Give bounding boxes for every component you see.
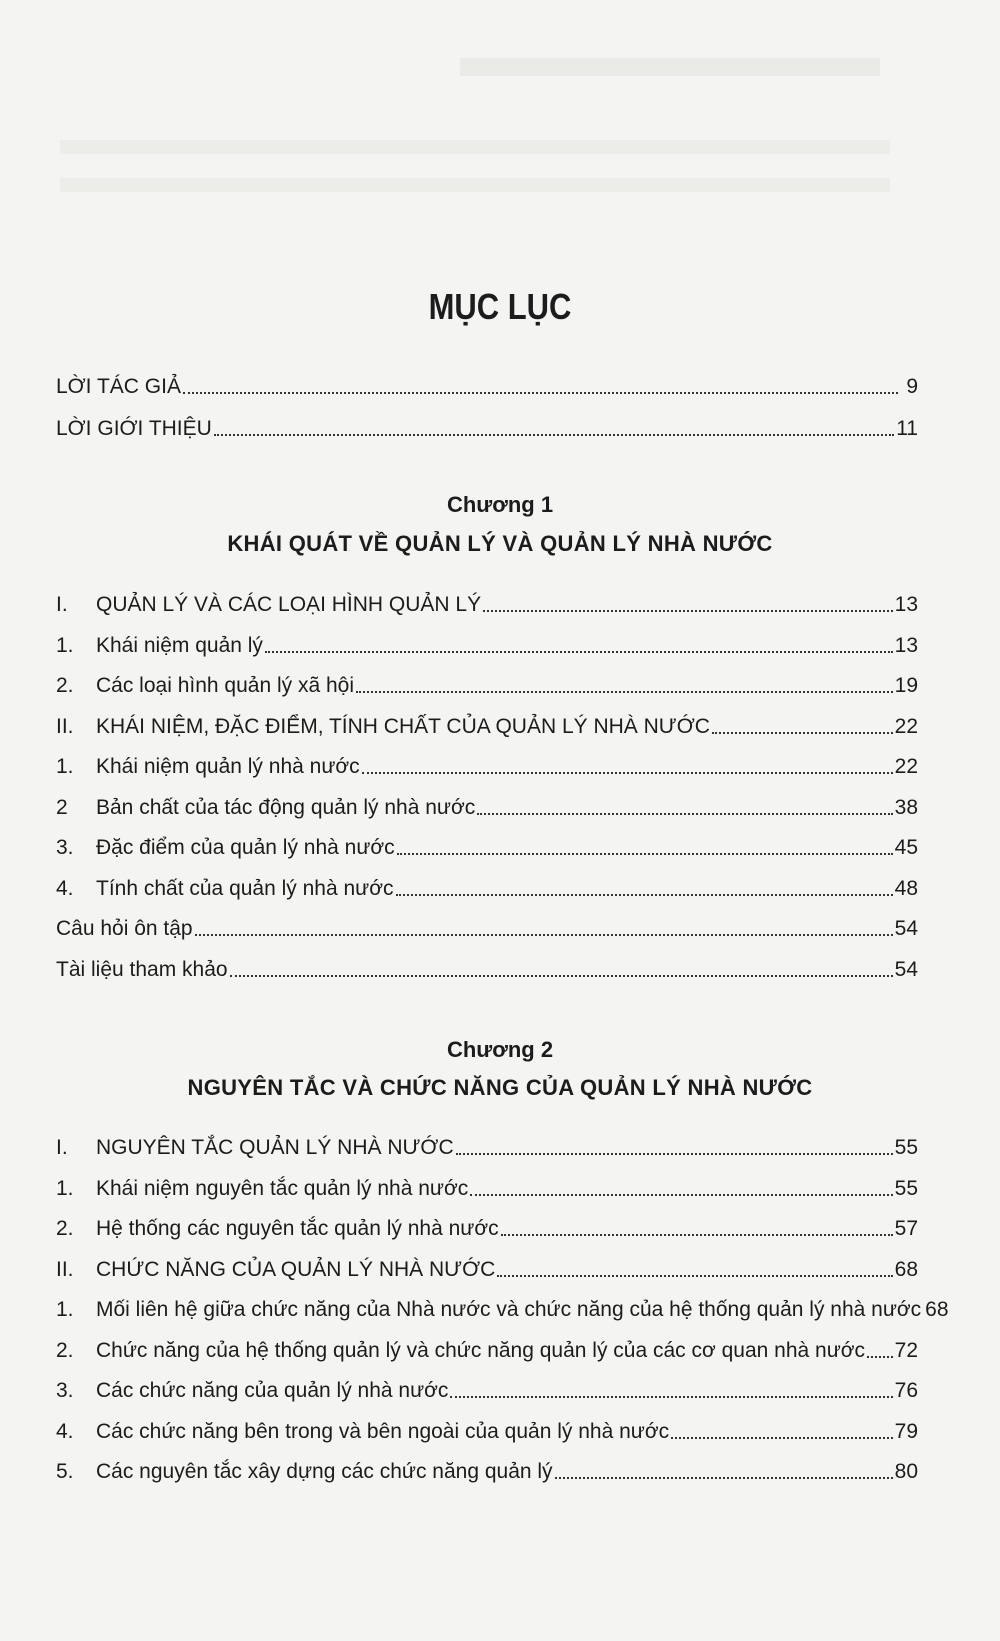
toc-entry[interactable]: [56, 1417, 918, 1447]
toc-entry-text: Khái niệm quản lý nhà nước: [96, 755, 360, 778]
toc-entry[interactable]: [56, 1174, 918, 1204]
toc-entry-number: 5.: [56, 1460, 74, 1483]
toc-entry-page: 80: [894, 1460, 918, 1483]
dot-leader: [867, 1356, 893, 1358]
dot-leader: [397, 853, 893, 855]
toc-entry-page: 13: [894, 633, 918, 657]
toc-entry-text: Mối liên hệ giữa chức năng của Nhà nước và chức năng của hệ thống quản lý nhà nước: [96, 1298, 922, 1321]
toc-entry-page: 54: [894, 917, 918, 940]
toc-entry-text: Khái niệm nguyên tắc quản lý nhà nước: [96, 1176, 469, 1200]
toc-entry-text: Tính chất của quản lý nhà nước: [96, 876, 394, 900]
toc-entry-number: 4.: [56, 876, 74, 900]
toc-entry-number: 1.: [56, 1176, 74, 1200]
toc-entry[interactable]: [56, 833, 918, 863]
toc-entry[interactable]: [56, 671, 918, 701]
toc-entry-number: 4.: [56, 1419, 74, 1443]
dot-leader: [555, 1477, 893, 1479]
toc-entry-page: 68: [894, 1257, 918, 1281]
toc-entry-page: 22: [894, 714, 918, 738]
chapter-label: Chương 1: [446, 492, 554, 517]
toc-entry-number: 1.: [56, 633, 74, 657]
toc-entry-text: Hệ thống các nguyên tắc quản lý nhà nước: [96, 1217, 499, 1240]
toc-entry[interactable]: [56, 1376, 918, 1406]
dot-leader: [483, 610, 893, 612]
toc-entry-number: II.: [56, 714, 74, 738]
toc-entry-text: Đặc điểm của quản lý nhà nước: [96, 836, 395, 859]
toc-entry[interactable]: [56, 955, 918, 985]
show-through-shadow: [60, 178, 890, 192]
toc-entry-number: 2.: [56, 1338, 74, 1362]
toc-entry[interactable]: [56, 793, 918, 823]
toc-entry[interactable]: [56, 712, 918, 742]
toc-entry-page: 55: [894, 1176, 918, 1200]
toc-entry[interactable]: [56, 752, 918, 782]
toc-entry-page: 55: [894, 1136, 918, 1159]
toc-entry-text: Các nguyên tắc xây dựng các chức năng quản lý: [96, 1460, 553, 1483]
dot-leader: [450, 1396, 892, 1398]
toc-entry-text: Câu hỏi ôn tập: [56, 917, 193, 940]
chapter-title: KHÁI QUÁT VỀ QUẢN LÝ VÀ QUẢN LÝ NHÀ NƯỚC: [227, 531, 773, 556]
dot-leader: [230, 975, 893, 977]
toc-entry-page: 38: [894, 795, 918, 819]
dot-leader: [501, 1234, 893, 1236]
dot-leader: [183, 392, 898, 394]
toc-entry-text: Khái niệm quản lý: [96, 633, 263, 657]
toc-entry-number: 2.: [56, 1217, 74, 1240]
toc-entry-text: CHỨC NĂNG CỦA QUẢN LÝ NHÀ NƯỚC: [96, 1257, 496, 1281]
toc-entry-number: 2: [56, 795, 68, 819]
toc-entry-text: Các loại hình quản lý xã hội: [96, 674, 354, 697]
dot-leader: [477, 813, 892, 815]
toc-entry[interactable]: [56, 914, 918, 944]
toc-entry-number: 2.: [56, 674, 74, 697]
toc-entry[interactable]: [56, 372, 918, 402]
toc-entry[interactable]: [56, 590, 918, 620]
toc-entry-page: 9: [906, 375, 918, 398]
toc-entry-page: 48: [894, 876, 918, 900]
toc-entry-text: LỜI TÁC GIẢ: [56, 375, 181, 398]
dot-leader: [396, 894, 893, 896]
toc-entry-page: 54: [894, 957, 918, 981]
toc-entry[interactable]: [56, 1457, 918, 1487]
toc-entry-page: 11: [896, 417, 918, 440]
dot-leader: [362, 772, 893, 774]
toc-entry-page: 57: [894, 1217, 918, 1240]
toc-entry[interactable]: [56, 874, 918, 904]
toc-entry-page: 45: [894, 836, 918, 859]
toc-entry[interactable]: [56, 1133, 918, 1163]
toc-entry-page: 72: [894, 1338, 918, 1362]
dot-leader: [497, 1275, 892, 1277]
dot-leader: [356, 691, 893, 693]
dot-leader: [671, 1437, 893, 1439]
dot-leader: [456, 1153, 893, 1155]
toc-entry-text: Các chức năng của quản lý nhà nước: [96, 1379, 449, 1402]
toc-entry[interactable]: [56, 1255, 918, 1285]
toc-entry-text: Chức năng của hệ thống quản lý và chức năng quản lý của các cơ quan nhà nước: [96, 1338, 866, 1362]
chapter-title: NGUYÊN TẮC VÀ CHỨC NĂNG CỦA QUẢN LÝ NHÀ NƯỚC: [187, 1075, 813, 1100]
toc-entry-number: 3.: [56, 1379, 74, 1402]
toc-entry-number: II.: [56, 1257, 74, 1281]
show-through-shadow: [460, 58, 880, 76]
dot-leader: [265, 651, 893, 653]
toc-entry-text: LỜI GIỚI THIỆU: [56, 417, 212, 440]
toc-entry-page: 19: [894, 674, 918, 697]
toc-entry-number: 1.: [56, 755, 74, 778]
chapter-label: Chương 2: [446, 1037, 554, 1062]
show-through-shadow: [60, 140, 890, 154]
toc-entry[interactable]: [56, 1295, 949, 1325]
toc-entry[interactable]: [56, 631, 918, 661]
toc-entry-page: 68: [925, 1298, 949, 1321]
dot-leader: [470, 1194, 892, 1196]
toc-entry-text: QUẢN LÝ VÀ CÁC LOẠI HÌNH QUẢN LÝ: [96, 593, 482, 616]
toc-entry-text: Các chức năng bên trong và bên ngoài của quản lý nhà nước: [96, 1419, 670, 1443]
toc-entry-text: KHÁI NIỆM, ĐẶC ĐIỂM, TÍNH CHẤT CỦA QUẢN LÝ NHÀ NƯỚC: [96, 714, 710, 738]
toc-entry[interactable]: [56, 414, 918, 444]
toc-entry-text: Tài liệu tham khảo: [56, 957, 228, 981]
toc-entry-text: NGUYÊN TẮC QUẢN LÝ NHÀ NƯỚC: [96, 1136, 454, 1159]
dot-leader: [195, 934, 893, 936]
dot-leader: [712, 732, 893, 734]
toc-entry-number: 1.: [56, 1298, 74, 1321]
toc-entry-page: 79: [894, 1419, 918, 1443]
dot-leader: [214, 434, 894, 436]
toc-entry-number: I.: [56, 1136, 68, 1159]
toc-entry[interactable]: [56, 1214, 918, 1244]
toc-entry-page: 22: [894, 755, 918, 778]
toc-entry-page: 76: [894, 1379, 918, 1402]
toc-entry-page: 13: [894, 593, 918, 616]
toc-entry-number: I.: [56, 593, 68, 616]
toc-entry[interactable]: [56, 1336, 918, 1366]
toc-entry-text: Bản chất của tác động quản lý nhà nước: [96, 795, 476, 819]
page-title: MỤC LỤC: [428, 286, 572, 327]
toc-entry-number: 3.: [56, 836, 74, 859]
